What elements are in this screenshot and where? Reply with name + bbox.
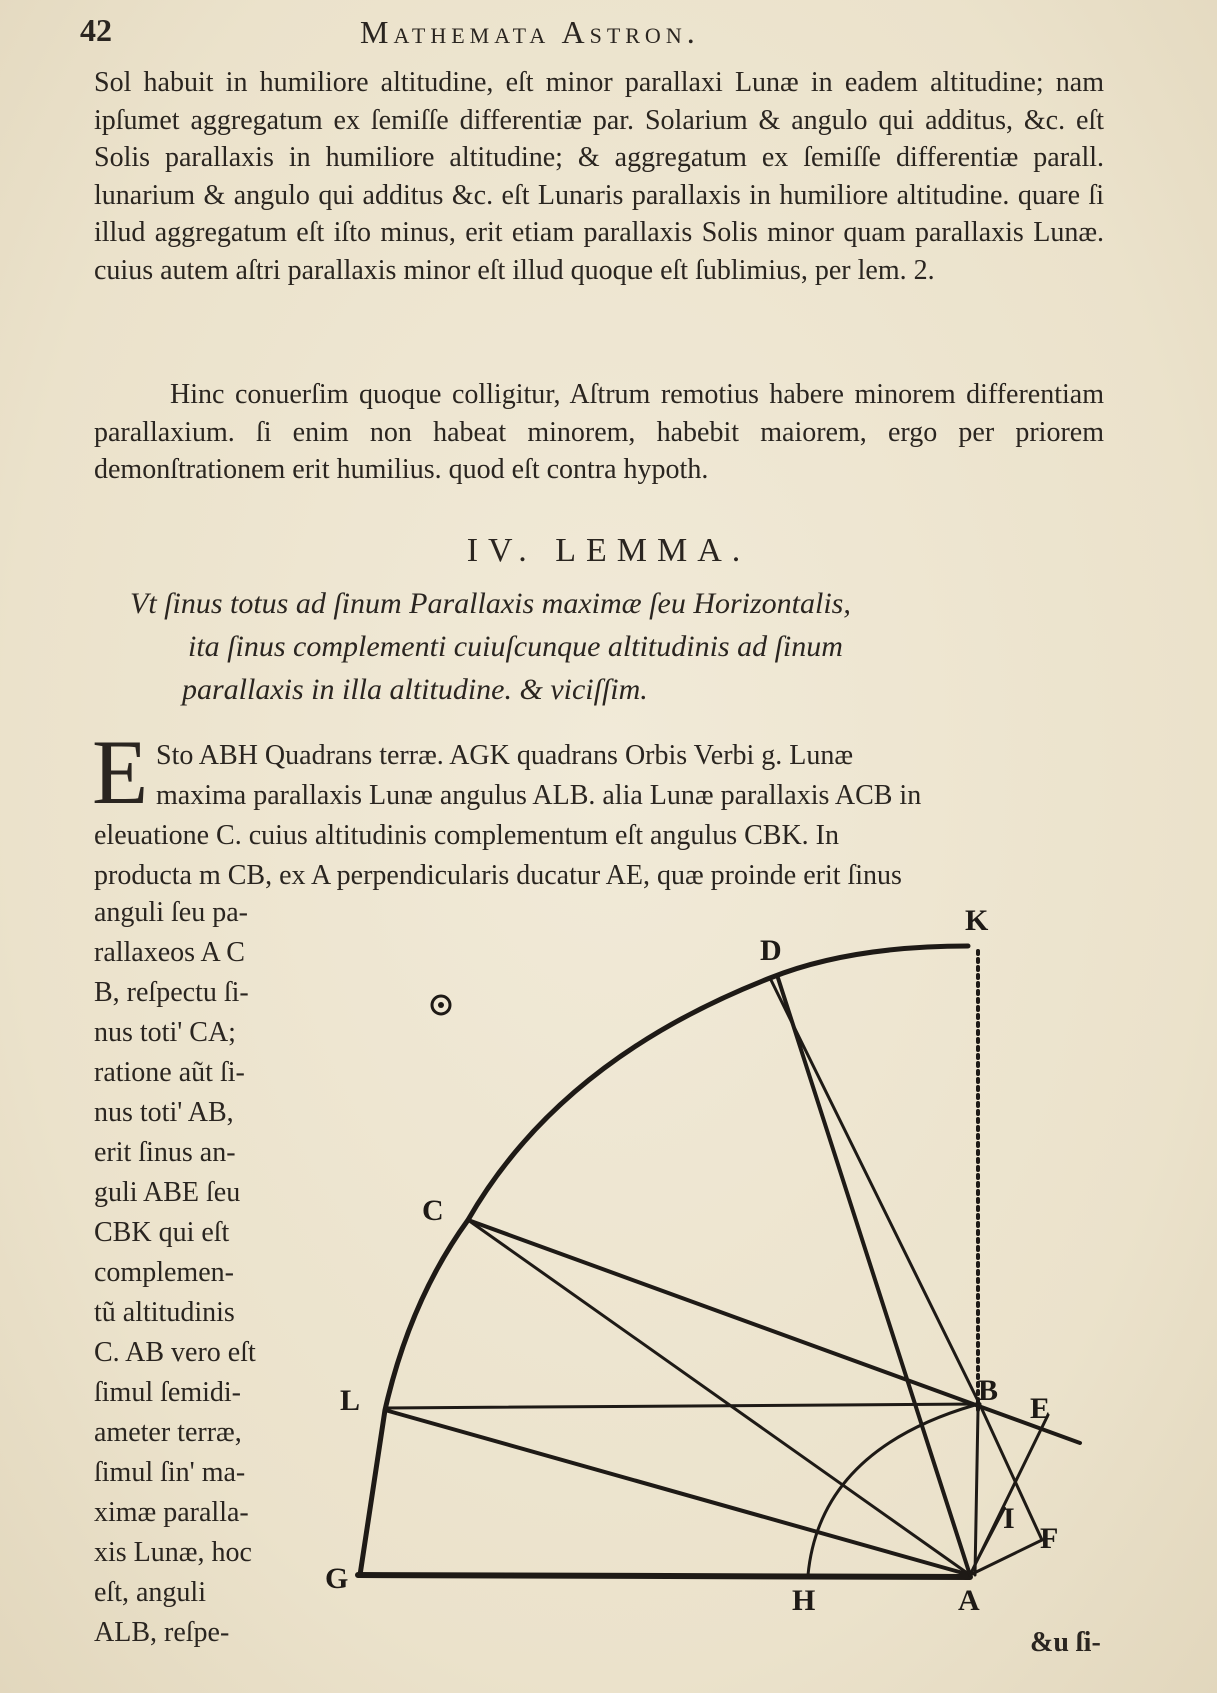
outer-arc xyxy=(360,946,968,1575)
paragraph-2: Hinc conuerſim quoque colligitur, Aſtrum remotius habere minorem differentiam parallaxium. ſi enim non habeat minorem, habebit maiorem, ergo per priorem demonſtrationem erit humilius. quod eſt contra hypoth. xyxy=(94,379,1104,485)
side-line: ſimul ſemidi- xyxy=(94,1377,241,1408)
side-line: C. AB vero eſt xyxy=(94,1337,256,1368)
proof-line-1: Sto ABH Quadrans terræ. AGK quadrans Orbis Verbi g. Lunæ xyxy=(156,740,854,771)
proof-line-2: maxima parallaxis Lunæ angulus ALB. alia Lunæ parallaxis ACB in xyxy=(156,780,922,811)
lemma-heading: IV. LEMMA. xyxy=(466,532,751,569)
side-line: CBK qui eſt xyxy=(94,1217,230,1248)
label-G: G xyxy=(325,1562,349,1595)
label-C: C xyxy=(422,1194,444,1227)
line-L-A xyxy=(385,1410,970,1575)
proof-line-4: producta m CB, ex A perpendicularis ducatur AE, quæ proinde erit ſinus xyxy=(94,860,902,891)
vertical-line xyxy=(975,1410,978,1575)
line-C-E xyxy=(468,1220,1080,1443)
sun-symbol xyxy=(432,996,450,1014)
paragraph-1: Sol habuit in humiliore altitudine, eſt minor parallaxi Lunæ in eadem altitudine; nam ipſumet aggregatum ex ſemiſſe differentiæ par. Solarium & angulo qui additus, &c. eſt Solis parallaxis in humiliore altitudine; & aggregatum ex ſemiſſe differentiæ parall. lunarium & angulo qui additus &c. eſt Lunaris parallaxis in humiliore altitudine. quare ſi illud aggregatum eſt iſto minus, erit etiam parallaxis Solis minor quam parallaxis Lunæ. cuius autem aſtri parallaxis minor eſt illud quoque eſt ſublimius, per lem. 2. xyxy=(94,67,1104,286)
side-line: xis Lunæ, hoc xyxy=(94,1537,252,1568)
line-A-F xyxy=(970,1540,1042,1575)
side-line: ximæ paralla- xyxy=(94,1497,249,1528)
label-A: A xyxy=(958,1584,980,1617)
page-number: 42 xyxy=(80,12,112,48)
line-D-A xyxy=(778,978,970,1575)
proof-line-3: eleuatione C. cuius altitudinis complementum eſt angulus CBK. In xyxy=(94,820,839,851)
base-line xyxy=(358,1575,970,1577)
catchword: &u ſi- xyxy=(1030,1627,1101,1658)
label-D: D xyxy=(760,934,782,967)
line-C-A xyxy=(468,1220,970,1575)
side-line: erit ſinus an- xyxy=(94,1137,236,1168)
label-L: L xyxy=(340,1384,361,1417)
running-title: Mathemata Astron. xyxy=(360,14,700,50)
side-line: eſt, anguli xyxy=(94,1577,206,1608)
side-line: nus toti' AB, xyxy=(94,1097,234,1128)
side-line: ALB, reſpe- xyxy=(94,1617,230,1648)
label-K: K xyxy=(965,904,989,937)
label-F: F xyxy=(1040,1522,1059,1555)
drop-cap: E xyxy=(92,721,149,823)
side-line: rallaxeos A C xyxy=(94,937,245,968)
label-H: H xyxy=(792,1584,816,1617)
side-line: B, reſpectu ſi- xyxy=(94,977,249,1008)
lemma-line-2: ita ſinus complementi cuiuſcunque altitudinis ad ſinum xyxy=(188,630,843,663)
side-line: complemen- xyxy=(94,1257,234,1288)
earth-arc xyxy=(808,1405,975,1575)
label-I: I xyxy=(1003,1502,1015,1535)
side-line: nus toti' CA; xyxy=(94,1017,236,1048)
label-E: E xyxy=(1030,1392,1051,1425)
side-line: tũ altitudinis xyxy=(94,1297,235,1328)
line-L-B xyxy=(385,1404,980,1408)
side-line: ſimul ſin' ma- xyxy=(94,1457,246,1488)
side-line: ratione aũt ſi- xyxy=(94,1057,245,1088)
lemma-line-1: Vt ſinus totus ad ſinum Parallaxis maximæ ſeu Horizontalis, xyxy=(130,587,851,620)
side-line: anguli ſeu pa- xyxy=(94,897,248,928)
side-line: ameter terræ, xyxy=(94,1417,242,1448)
lemma-line-3: parallaxis in illa altitudine. & viciſſim. xyxy=(182,673,648,706)
side-line: guli ABE ſeu xyxy=(94,1177,241,1208)
label-B: B xyxy=(978,1374,999,1407)
